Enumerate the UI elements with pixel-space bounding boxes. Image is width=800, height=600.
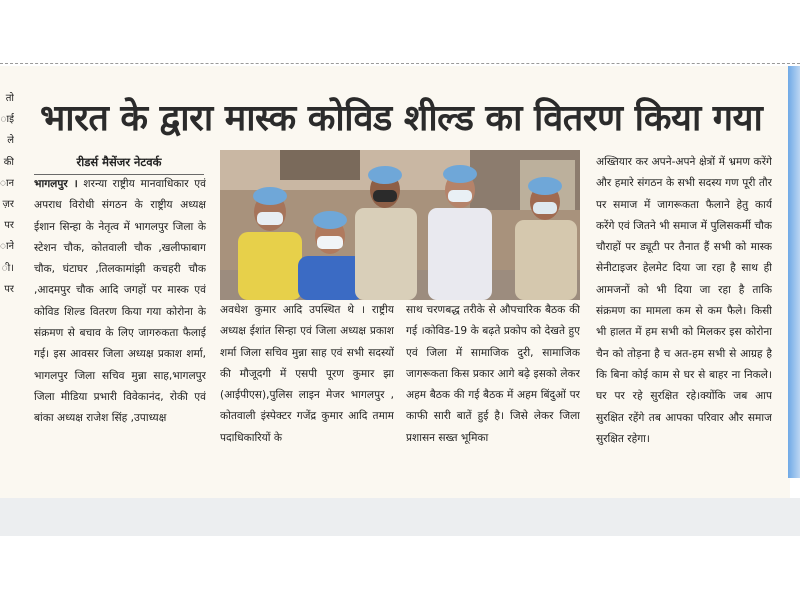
- fragment-line: पर: [4, 220, 14, 232]
- news-photo: [220, 150, 580, 300]
- article-column-2: [220, 300, 394, 466]
- dateline: भागलपुर ।: [34, 178, 78, 190]
- column-1-text: शरन्या राष्ट्रीय मानवाधिकार एवं अपराध विरोधी संगठन के राष्ट्रीय अध्यक्ष ईशान सिन्हा के नेतृत्व में भागलपुर जिला के स्टेशन चौक, कोतवाली चौक ,खलीफाबाग चौक, घंटाघर ,तिलकामांझी कचहरी चौक ,आदमपुर चौक आदि जगहों पर मास्क एवं कोविड शिल्ड वितरण किया गया कोरोना के संक्रमण से बचाव के लिए जागरुकता फैलाई गई। इस आवसर जिला अध्यक्ष प्रकाश शर्मा, भागलपुर जिला सचिव मुन्ना साह,भागलपुर जिला मीडिया प्रभारी विवेकानंद, रोकी एवं बांका अध्यक्ष राजेश सिंह ,उपाध्यक्ष: [34, 178, 206, 425]
- article-column-1: [34, 174, 206, 466]
- previous-article-fragment: [0, 88, 14, 300]
- fragment-line: पर: [4, 283, 14, 295]
- fragment-line: तो: [5, 93, 14, 104]
- fragment-line: की: [3, 156, 14, 168]
- fragment-line: ान: [0, 177, 14, 189]
- photo-illustration: [220, 150, 580, 300]
- fragment-line: ाने: [0, 241, 14, 253]
- article-column-4: [596, 152, 772, 466]
- fragment-line: ले: [7, 135, 14, 147]
- column-2-text: अवधेश कुमार आदि उपस्थित थे । राष्ट्रीय अध्यक्ष ईशांत सिन्हा एवं जिला अध्यक्ष प्रकाश शर्मा जिला सचिव मुन्ना साह एवं सभी सदस्यों की मौजूदगी में एसपी पूरण कुमार झा (आईपीएस),पुलिस लाइन मेजर भागलपुर , कोतवाली इंस्पेक्टर गजेंद्र कुमार आदि तमाम पदाधिकारियों के: [220, 304, 394, 444]
- fragment-line: ज़र: [2, 199, 14, 211]
- fragment-line: ाई: [0, 114, 14, 126]
- column-4-text: अख्तियार कर अपने-अपने क्षेत्रों में भ्रमण करेंगे और हमारे संगठन के सभी सदस्य गण पूरी तौर पर समाज में जागरूकता फैलाने हेतु कार्य करेंगे एवं जितने भी समाज में पुलिसकर्मी चौक चौराहों पर ड्यूटी पर तैनात हैं सभी को मास्क सेनीटाइजर हेलमेट दिया जा रहा है साथ ही आमजनों को भी दिया जा रहा है ताकि संक्रमण का मामला कम से कम फैले। किसी भी हालत में हम सभी को मिलकर इस कोरोना चैन को तोड़ना है च अत-हम सभी से आग्रह है कि बिना कोई काम से घर से बाहर ना निकले।घर पर रहे सुरक्षित रहे।क्योंकि जब आप सुरक्षित रहेंगे तब आपका परिवार और समाज सुरक्षित रहेगा।: [596, 156, 772, 445]
- article-column-3: [406, 300, 580, 466]
- bottom-gray-band: [0, 498, 800, 536]
- dashed-divider: [0, 63, 800, 64]
- window-edge: [788, 66, 800, 478]
- bottom-margin: [0, 536, 800, 600]
- byline-box: [34, 152, 204, 175]
- column-3-text: साथ चरणबद्ध तरीके से औपचारिक बैठक की गई ।कोविड-19 के बढ़ते प्रकोप को देखते हुए एवं जिला में सामाजिक दुरी, सामाजिक जागरूकता किस प्रकार आगे बढ़े इसको लेकर अहम बैठक की गई बैठक में अहम बिंदुओं पर काफी सारी बातें हुई है। जिसे लेकर जिला प्रशासन सख्त भूमिका: [406, 304, 580, 444]
- fragment-line: ी।: [1, 262, 14, 274]
- top-margin: [0, 0, 800, 62]
- headline: भारत के द्वारा मास्क कोविड शील्ड का वितरण किया गया: [40, 98, 763, 139]
- byline: रीडर्स मैसेंजर नेटवर्क: [76, 155, 162, 169]
